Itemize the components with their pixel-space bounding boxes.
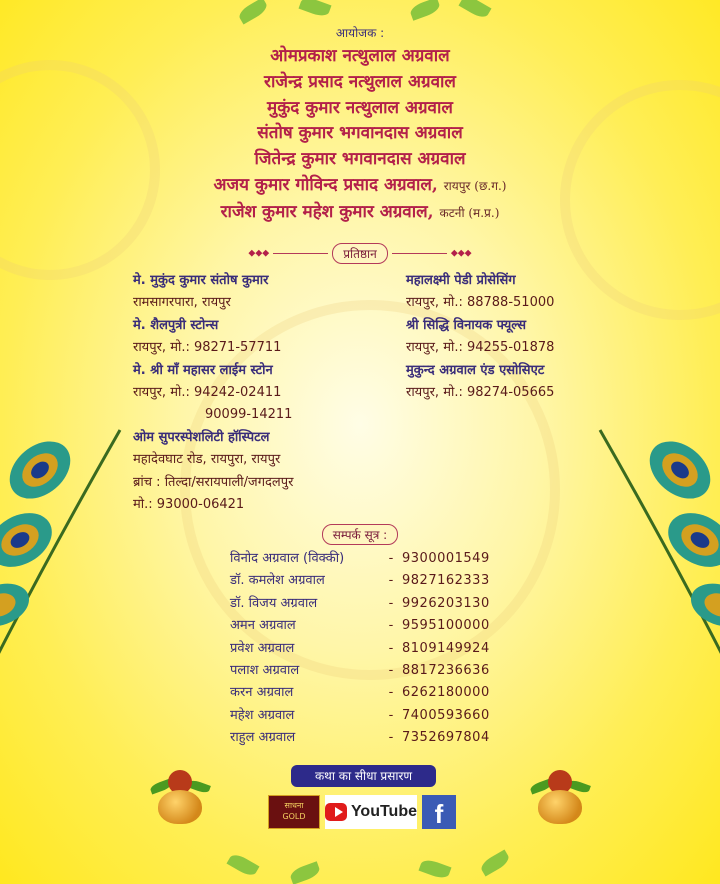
youtube-play-icon (325, 803, 347, 821)
contact-name: राहुल अग्रवाल (230, 730, 296, 746)
organizer-name (0, 70, 720, 96)
contact-row (230, 548, 490, 570)
business-address: रायपुर, मो.: 98274-05665 (406, 385, 555, 401)
contact-separator: - (388, 640, 394, 656)
business-name: मे. शैलपुत्री स्टोन्स (133, 317, 219, 333)
organizer-name-text: अजय कुमार गोविन्द प्रसाद अग्रवाल, (213, 174, 438, 195)
leaf-icon (299, 0, 332, 19)
contacts-heading-label: सम्पर्क सूत्र : (322, 524, 398, 545)
diamond-icon: ◆◆◆ (450, 248, 472, 259)
contact-phone: 9595100000 (402, 618, 490, 634)
business-name: मे. मुकुंद कुमार संतोष कुमार (133, 273, 269, 288)
business-address: रायपुर, मो.: 94242-02411 (133, 385, 282, 401)
business-name: महालक्ष्मी पेडी प्रोसेसिंग (406, 273, 516, 288)
contact-row (230, 705, 490, 727)
contact-phone: 7352697804 (402, 730, 490, 746)
diamond-icon: ◆◆◆ (248, 248, 270, 259)
business-address: महादेवघाट रोड, रायपुरा, रायपुर (133, 452, 281, 468)
organizer-name-text: मुकुंद कुमार नत्थुलाल अग्रवाल (267, 97, 453, 118)
contact-phone: 7400593660 (402, 707, 490, 723)
sadhna-gold-logo[interactable] (268, 795, 320, 829)
organizer-name-text: राजेन्द्र प्रसाद नत्थुलाल अग्रवाल (264, 71, 456, 92)
establishments-heading (0, 243, 720, 264)
contact-row (230, 570, 490, 592)
business-address: ब्रांच : तिल्दा/सरायपाली/जगदलपुर (133, 474, 294, 490)
establishments-right-column (406, 270, 554, 404)
business-name: मे. श्री माँ महासर लाईम स्टोन (133, 362, 273, 378)
contacts-list (230, 548, 490, 750)
youtube-logo[interactable] (325, 795, 417, 829)
organizer-name (0, 173, 720, 200)
contact-separator: - (388, 551, 394, 566)
organizer-name-text: राजेश कुमार महेश कुमार अग्रवाल, (220, 201, 434, 222)
organizer-name (0, 44, 720, 70)
broadcast-banner: कथा का सीधा प्रसारण (291, 765, 436, 787)
contact-row (230, 638, 490, 660)
youtube-label: YouTube (350, 803, 417, 820)
leaf-icon (227, 851, 260, 878)
kalash-icon (530, 768, 590, 828)
contact-name: डॉ. कमलेश अग्रवाल (230, 573, 325, 589)
contact-separator: - (388, 618, 394, 634)
organizer-name (0, 96, 720, 122)
contact-separator: - (388, 573, 394, 589)
organizer-name (0, 121, 720, 147)
contact-row (230, 660, 490, 682)
leaf-icon (237, 0, 270, 25)
contact-separator: - (388, 707, 394, 723)
business-address: रायपुर, मो.: 98271-57711 (133, 340, 282, 356)
leaf-icon (409, 0, 442, 21)
organizer-list (0, 44, 720, 227)
business-address: रायपुर, मो.: 94255-01878 (406, 340, 555, 356)
contact-name: डॉ. विजय अग्रवाल (230, 595, 318, 611)
contact-phone: 8817236636 (402, 663, 490, 679)
organizer-label: आयोजक : (335, 26, 385, 40)
sadhna-logo-subtext: GOLD (282, 812, 306, 821)
business-name: ओम सुपरस्पेशलिटी हॉस्पिटल (133, 429, 270, 445)
leaf-icon (419, 857, 452, 880)
contact-separator: - (388, 595, 394, 611)
contact-name: करन अग्रवाल (230, 685, 294, 701)
contact-phone: 8109149924 (402, 640, 490, 656)
establishments-left-column (133, 270, 293, 516)
business-address: 90099-14211 (205, 407, 293, 423)
contact-name: अमन अग्रवाल (230, 618, 296, 634)
business-name: मुकुन्द अग्रवाल एंड एसोसिएट (406, 362, 545, 378)
contact-row (230, 682, 490, 704)
contact-phone: 9300001549 (402, 551, 490, 566)
contact-name: प्रवेश अग्रवाल (230, 640, 295, 656)
contact-separator: - (388, 685, 394, 701)
sadhna-logo-text: साधना (284, 801, 304, 810)
business-name: श्री सिद्धि विनायक फ्यूल्स (406, 317, 527, 333)
contact-phone: 9827162333 (402, 573, 490, 589)
contact-separator: - (388, 730, 394, 746)
contact-row (230, 593, 490, 615)
organizer-name-text: जितेन्द्र कुमार भगवानदास अग्रवाल (254, 149, 466, 170)
business-address: रामसागरपारा, रायपुर (133, 295, 231, 311)
leaf-icon (459, 0, 492, 21)
contact-name: विनोद अग्रवाल (विक्की) (230, 551, 345, 566)
contacts-heading (0, 524, 720, 545)
establishments-heading-label: प्रतिष्ठान (332, 243, 388, 264)
contact-name: महेश अग्रवाल (230, 707, 295, 723)
contact-row (230, 615, 490, 637)
contact-name: पलाश अग्रवाल (230, 663, 300, 679)
leaf-icon (479, 849, 512, 876)
contact-phone: 6262180000 (402, 685, 490, 701)
organizer-name-text: ओमप्रकाश नत्थुलाल अग्रवाल (270, 46, 450, 66)
organizer-name (0, 200, 720, 227)
business-address: मो.: 93000-06421 (133, 497, 245, 513)
contact-separator: - (388, 663, 394, 679)
business-address: रायपुर, मो.: 88788-51000 (406, 295, 555, 311)
organizer-city: रायपुर (छ.ग.) (443, 178, 507, 193)
contact-row (230, 727, 490, 749)
organizer-city: कटनी (म.प्र.) (439, 205, 500, 220)
organizer-name-text: संतोष कुमार भगवानदास अग्रवाल (257, 123, 463, 144)
broadcast-logos (268, 794, 456, 830)
facebook-logo[interactable]: f (422, 795, 456, 829)
organizer-name (0, 147, 720, 173)
kalash-icon (150, 768, 210, 828)
contact-phone: 9926203130 (402, 595, 490, 611)
leaf-icon (289, 861, 322, 884)
